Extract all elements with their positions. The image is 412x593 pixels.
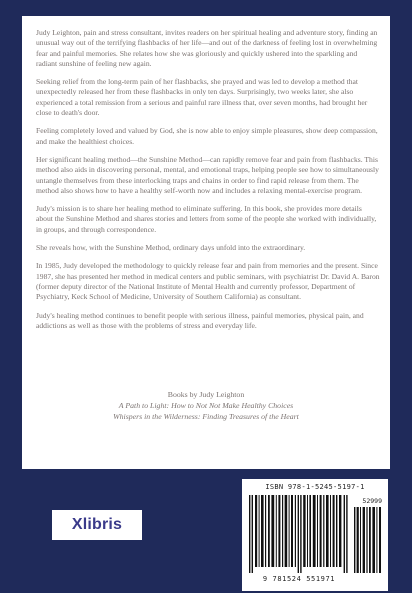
books-heading: Books by Judy Leighton [167,390,245,399]
description-paragraph: Seeking relief from the long-term pain of her flashbacks, she prayed and was led to develop a method that unexpectedly released her from these flashbacks in only ten days. Surprisingly, two weeks later, she also experienced a total remission from a serious and painful rare illness that, over seven months, had brought her close to death's door. [36,77,368,118]
description-paragraph: Judy's mission is to share her healing method to eliminate suffering. In this book, she provides more details about the Sunshine Method and shares stories and letters from some of the people she worked with individually, in groups, and through correspondence. [36,204,377,234]
barcode-digits: 9 781524 551971 [262,575,336,583]
publisher-logo: Xlibris [52,510,142,540]
isbn-label: ISBN 978-1-5245-5197-1 [265,483,365,491]
description-paragraph: Judy's healing method continues to benefit people with serious illness, painful memories, physical pain, and addictions as well as those with the problems of stress and everyday life. [36,310,364,330]
barcode-box [242,479,388,591]
price-code: 52999 [362,497,382,505]
cover-footer [0,469,412,593]
books-by-author [22,390,390,422]
description-paragraph: She reveals how, with the Sunshine Method, ordinary days unfold into the extraordinary. [36,243,306,253]
barcode-supplement-icon [354,507,382,573]
description-text [36,28,380,339]
barcode-icon [248,495,350,573]
book-title: Whispers in the Wilderness: Finding Treasures of the Heart [113,411,299,421]
text-panel [22,16,390,469]
book-title: A Path to Light: How to Not Not Make Healthy Choices [118,400,294,410]
description-paragraph: In 1985, Judy developed the methodology to quickly release fear and pain from memories and the present. Since 1987, she has presented her method in medical centers and public seminars, with psychiatrist Dr. David A. Baron (former deputy director of the National Institute of Mental Health and currently professor, Department of Psychiatry, Keck School of Medicine, University of Southern California) as consultant. [36,261,380,302]
description-paragraph: Judy Leighton, pain and stress consultant, invites readers on her spiritual healing and adventure story, finding an unusual way out of the terrifying flashbacks of her life—and out of the darkness of feeling lost in overwhelming fear and painful memories. She relates how she was gloriously and quickly ushered into the sparkling and radiant sunshine of feeling new again. [36,28,378,68]
description-paragraph: Feeling completely loved and valued by God, she is now able to enjoy simple pleasures, show deep compassion, and make the healthiest choices. [36,126,378,146]
description-paragraph: Her significant healing method—the Sunshine Method—can rapidly remove fear and pain from flashbacks. This method also aids in discovering personal, mental, and emotional traps, helping people see how to simultaneously untangle themselves from these interlocking traps and chains in order to find rapid release from them. The method also shows how to have a healthy self-worth now and includes a relaxing mental-exercise program. [36,154,379,195]
